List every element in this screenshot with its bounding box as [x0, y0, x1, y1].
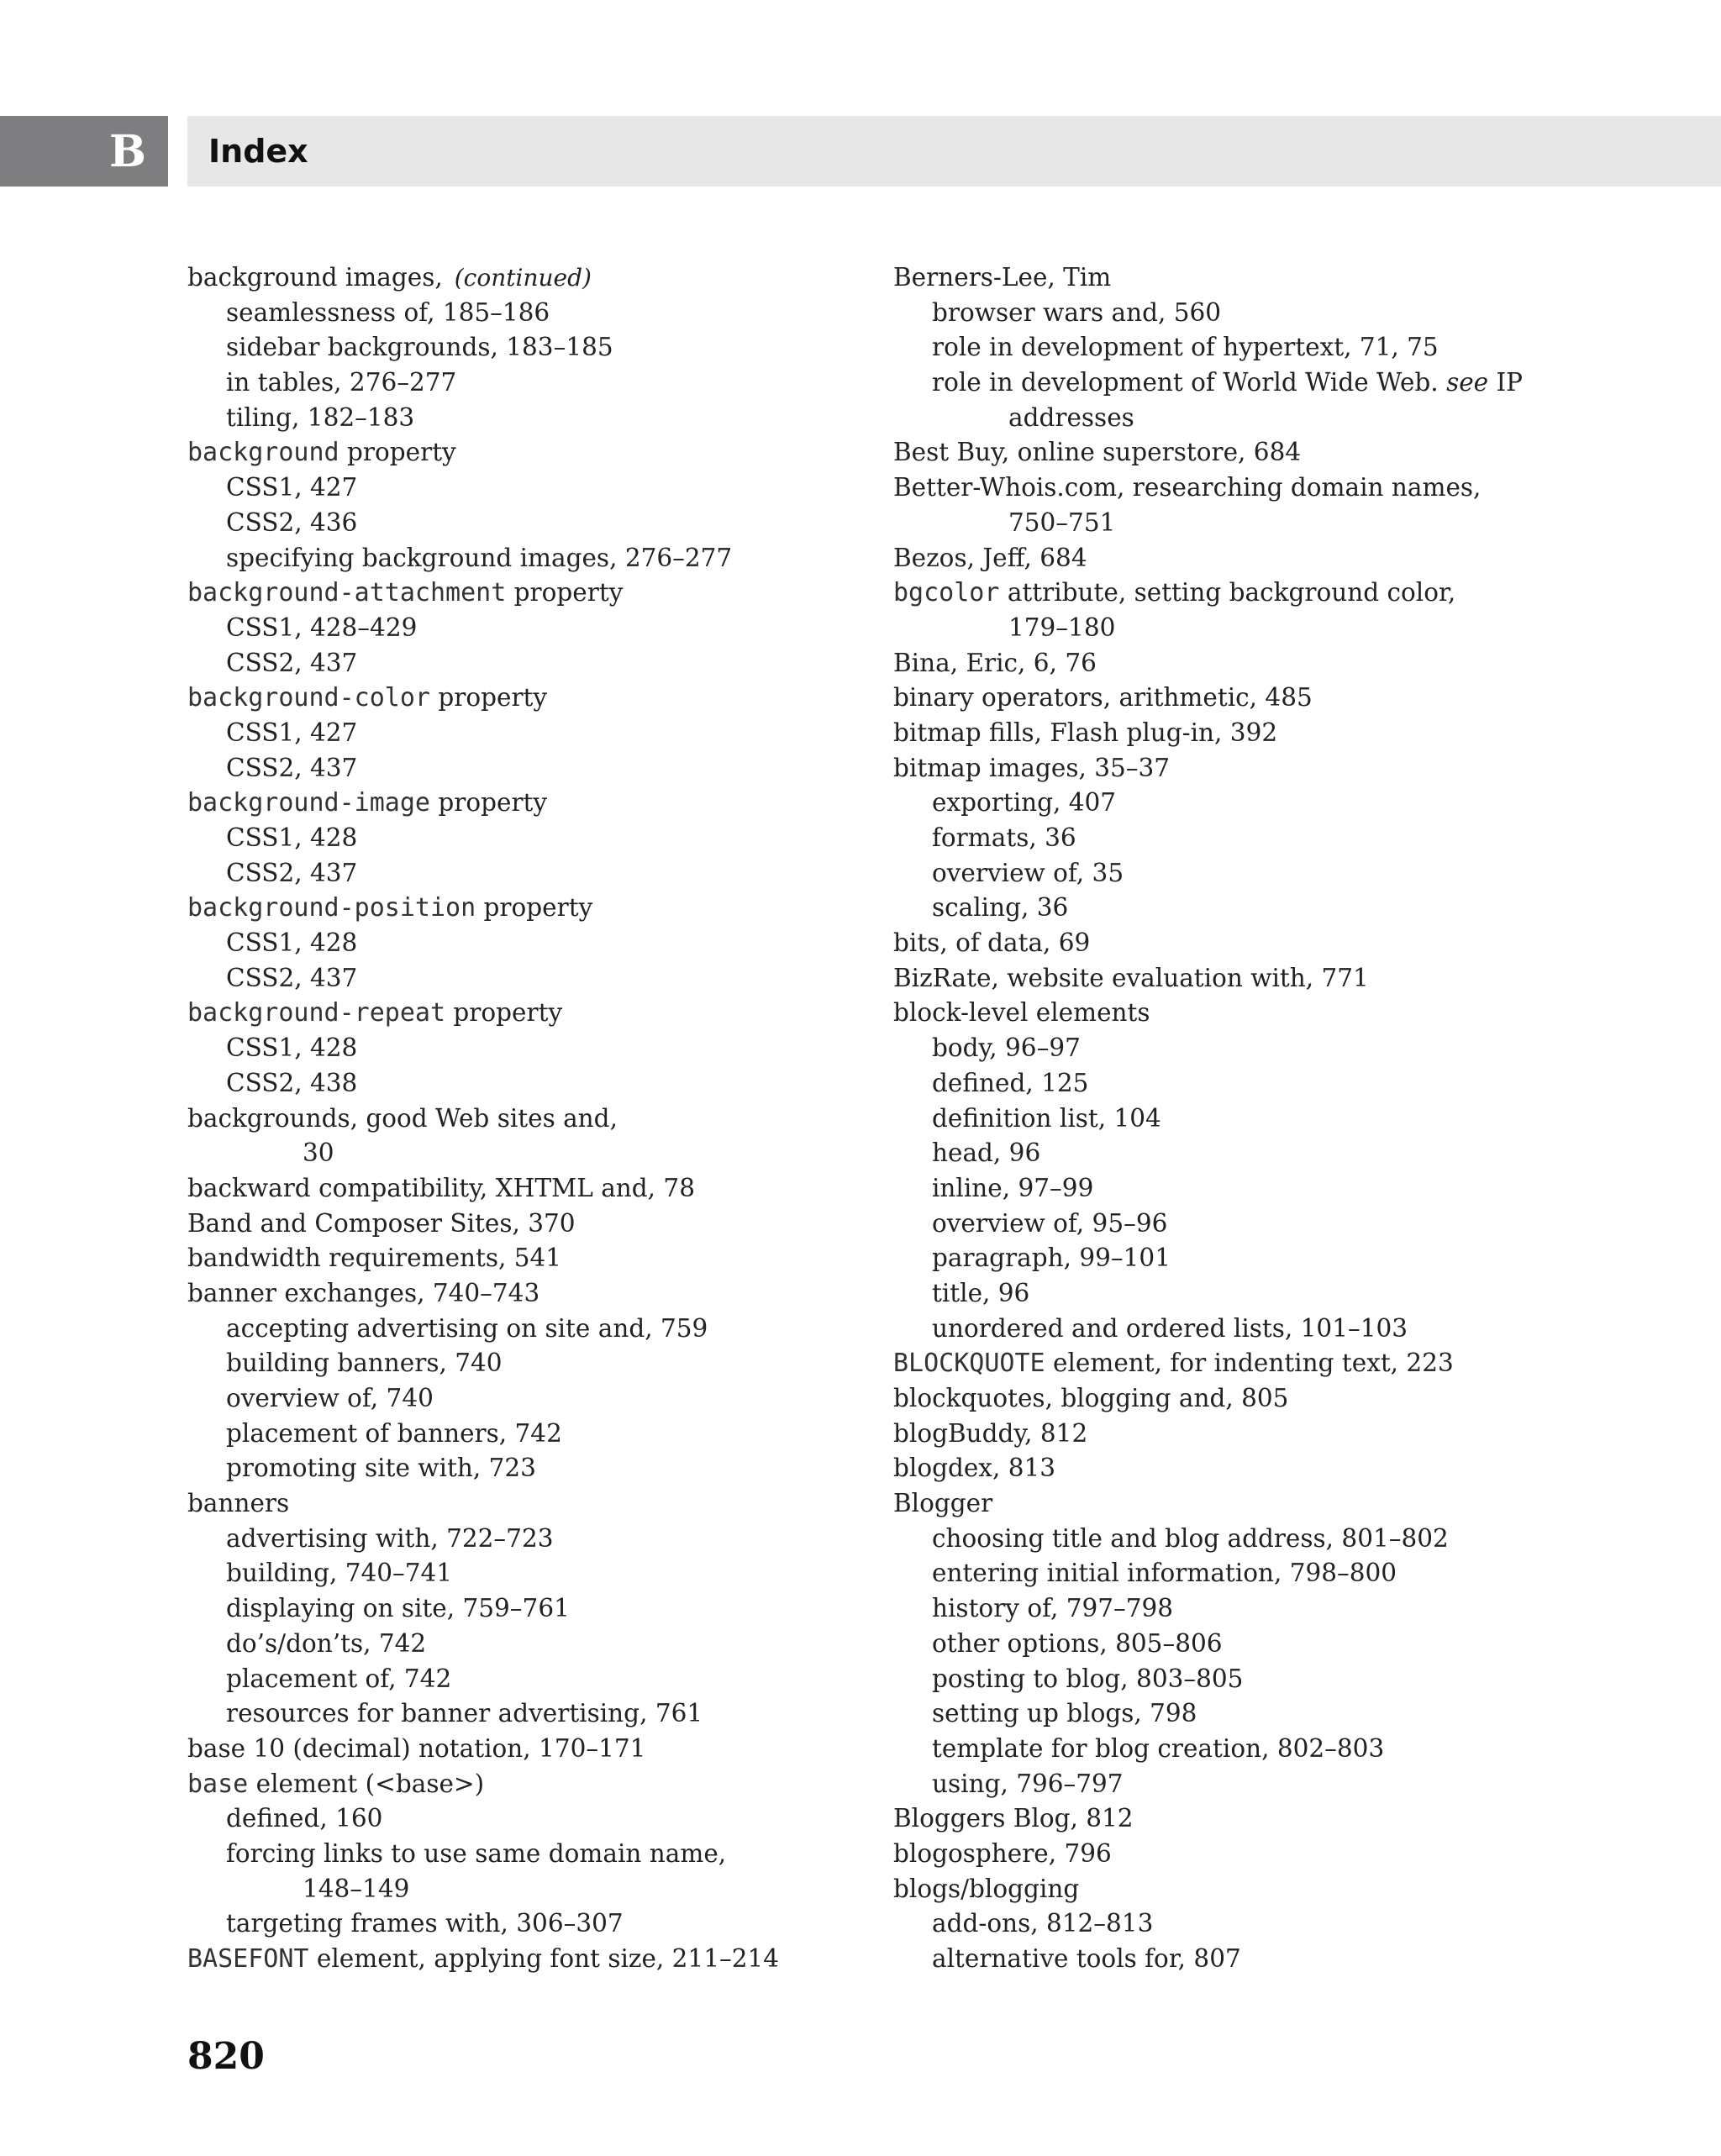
index-subentry	[187, 926, 868, 961]
index-entry-text: CSS2, 437	[226, 648, 358, 677]
index-entry-text: blogdex, 813	[893, 1454, 1056, 1483]
index-subentry	[187, 1662, 868, 1697]
index-subentry	[187, 541, 868, 576]
index-subentry	[893, 891, 1700, 926]
index-entry-text: banners	[187, 1489, 290, 1518]
chapter-tab	[0, 116, 168, 187]
index-entry-text: CSS1, 428	[226, 823, 358, 852]
index-subentry	[187, 821, 868, 856]
index-subentry	[187, 716, 868, 751]
index-subentry	[187, 1906, 868, 1942]
index-subentry	[893, 1276, 1700, 1312]
index-entry	[187, 1486, 868, 1522]
index-entry	[893, 260, 1700, 296]
index-entry-text: promoting site with, 723	[226, 1454, 536, 1483]
index-entry-text: defined, 125	[932, 1068, 1089, 1097]
index-entry-text: Bina, Eric, 6, 76	[893, 648, 1097, 677]
index-entry-text: scaling, 36	[932, 893, 1069, 923]
index-subentry	[893, 506, 1700, 541]
index-entry-code-term: BLOCKQUOTE	[893, 1349, 1045, 1379]
index-entry-code-term: BASEFONT	[187, 1944, 309, 1974]
index-entry-text: paragraph, 99–101	[932, 1244, 1171, 1273]
index-subentry	[893, 786, 1700, 821]
index-column-right	[893, 260, 1700, 1977]
index-entry-text: placement of, 742	[226, 1664, 452, 1693]
index-entry-text: posting to blog, 803–805	[932, 1664, 1244, 1693]
index-entry	[187, 1102, 868, 1137]
index-subentry	[893, 1732, 1700, 1767]
index-entry-text: CSS1, 427	[226, 473, 358, 502]
index-entry-text: exporting, 407	[932, 788, 1117, 818]
index-entry-text: displaying on site, 759–761	[226, 1594, 570, 1623]
index-entry	[893, 751, 1700, 786]
index-entry-text: CSS1, 428–429	[226, 613, 418, 642]
index-subentry	[187, 961, 868, 996]
index-entry-code-term: background-image	[187, 788, 430, 818]
index-entry	[187, 435, 868, 471]
index-entry-text: Bezos, Jeff, 684	[893, 543, 1087, 572]
index-subentry	[893, 1241, 1700, 1276]
index-entry	[187, 1207, 868, 1242]
index-subentry	[893, 611, 1700, 646]
index-entry-text: 750–751	[1008, 507, 1116, 537]
index-subentry	[187, 1312, 868, 1347]
index-entry-text: role in development of World Wide Web.	[932, 368, 1447, 397]
index-entry-text: tiling, 182–183	[226, 402, 415, 432]
index-subentry	[187, 1696, 868, 1732]
index-entry-text: defined, 160	[226, 1804, 383, 1833]
index-entry-text: choosing title and blog address, 801–802	[932, 1523, 1449, 1553]
index-entry-text: placement of banners, 742	[226, 1418, 562, 1448]
index-entry-text: history of, 797–798	[932, 1594, 1174, 1623]
index-subentry	[893, 1102, 1700, 1137]
index-entry-text: property	[429, 788, 548, 818]
index-entry-text: seamlessness of, 185–186	[226, 297, 550, 327]
index-entry-text: accepting advertising on site and, 759	[226, 1313, 708, 1343]
index-entry-text: Band and Composer Sites, 370	[187, 1208, 576, 1238]
index-subentry	[893, 1627, 1700, 1662]
index-subentry	[187, 856, 868, 891]
index-entry	[187, 891, 868, 926]
index-entry-code-term: background-repeat	[187, 998, 446, 1028]
index-entry-text: Bloggers Blog, 812	[893, 1804, 1134, 1833]
index-entry-text: Blogger	[893, 1489, 993, 1518]
index-entry-text: element (<base>)	[248, 1769, 485, 1798]
index-entry	[893, 926, 1700, 961]
index-entry-code-term: base	[187, 1769, 249, 1799]
index-entry-text: overview of, 740	[226, 1384, 434, 1412]
index-entry-text: Berners-Lee, Tim	[893, 263, 1112, 292]
index-entry-text: bits, of data, 69	[893, 928, 1091, 958]
index-subentry	[187, 1381, 868, 1417]
index-entry-code-term: background-attachment	[187, 578, 507, 608]
index-entry-text: addresses	[1008, 402, 1134, 432]
index-entry-text: CSS2, 438	[226, 1068, 358, 1097]
index-entry	[893, 471, 1700, 506]
index-entry-text: template for blog creation, 802–803	[932, 1733, 1385, 1763]
index-subentry	[893, 1662, 1700, 1697]
index-entry-text: forcing links to use same domain name,	[226, 1838, 727, 1868]
index-entry-text: overview of, 35	[932, 858, 1124, 887]
index-subentry	[893, 1556, 1700, 1591]
index-entry-text: binary operators, arithmetic, 485	[893, 683, 1313, 713]
index-entry-text: do’s/don’ts, 742	[226, 1628, 427, 1658]
index-entry-code-term: background-position	[187, 893, 476, 923]
index-entry-text: element, for indenting text, 223	[1045, 1349, 1454, 1378]
index-entry-text: entering initial information, 798–800	[932, 1559, 1397, 1588]
index-column-left	[187, 260, 868, 1977]
index-subentry	[187, 1837, 868, 1872]
index-subentry	[893, 1066, 1700, 1102]
index-subentry	[187, 471, 868, 506]
index-entry-text: building banners, 740	[226, 1349, 503, 1378]
index-entry-text: bitmap fills, Flash plug-in, 392	[893, 718, 1278, 747]
index-subentry	[893, 1696, 1700, 1732]
index-entry	[893, 996, 1700, 1031]
index-subentry	[893, 330, 1700, 365]
index-subentry	[893, 1522, 1700, 1557]
index-subentry	[893, 1171, 1700, 1207]
index-entry	[893, 716, 1700, 751]
index-entry-code-term: bgcolor	[893, 578, 1000, 608]
index-entry	[893, 1381, 1700, 1417]
index-entry-text: definition list, 104	[932, 1103, 1161, 1133]
index-subentry	[187, 1066, 868, 1102]
index-entry-text: Better-Whois.com, researching domain names,	[893, 473, 1482, 502]
index-entry	[893, 1486, 1700, 1522]
index-subentry	[187, 1591, 868, 1627]
index-entry-text: blogosphere, 796	[893, 1838, 1112, 1868]
page-title: Index	[208, 133, 308, 170]
index-entry-text-after: IP	[1488, 368, 1524, 397]
index-entry-code-term: background-color	[187, 683, 430, 713]
index-entry-text: CSS1, 428	[226, 1033, 358, 1063]
index-subentry	[187, 1136, 868, 1171]
index-entry-text: bandwidth requirements, 541	[187, 1244, 562, 1273]
continued-label: (continued)	[454, 264, 592, 292]
index-entry-text: BizRate, website evaluation with, 771	[893, 963, 1369, 992]
index-subentry	[187, 1346, 868, 1381]
index-entry	[187, 260, 868, 296]
index-entry	[187, 786, 868, 821]
index-subentry	[893, 1031, 1700, 1066]
index-subentry	[187, 1556, 868, 1591]
index-entry	[893, 576, 1700, 611]
index-entry	[187, 1171, 868, 1207]
index-entry-text: property	[506, 578, 624, 607]
index-entry-text: using, 796–797	[932, 1769, 1124, 1798]
index-entry-text: blockquotes, blogging and, 805	[893, 1384, 1289, 1412]
index-entry	[893, 435, 1700, 471]
index-subentry	[187, 296, 868, 331]
index-subentry	[893, 1942, 1700, 1977]
index-entry-text: specifying background images, 276–277	[226, 543, 733, 572]
index-entry-text: 148–149	[303, 1874, 410, 1903]
index-subentry	[187, 365, 868, 401]
index-subentry	[187, 401, 868, 436]
index-entry-text: setting up blogs, 798	[932, 1699, 1197, 1728]
index-entry-text: property	[339, 438, 456, 467]
index-subentry	[187, 1801, 868, 1837]
index-entry-text: inline, 97–99	[932, 1173, 1094, 1202]
index-entry-text: block-level elements	[893, 998, 1150, 1028]
index-subentry	[187, 330, 868, 365]
index-subentry	[187, 1417, 868, 1452]
index-entry-text: property	[476, 893, 593, 923]
index-entry-text: other options, 805–806	[932, 1628, 1223, 1658]
index-entry-text: unordered and ordered lists, 101–103	[932, 1313, 1408, 1343]
index-entry	[893, 681, 1700, 716]
index-subentry	[893, 1767, 1700, 1802]
index-entry-text: property	[429, 683, 548, 713]
index-subentry	[893, 1207, 1700, 1242]
index-entry-text: browser wars and, 560	[932, 297, 1222, 327]
index-subentry	[187, 611, 868, 646]
index-entry	[893, 961, 1700, 996]
index-entry-text: formats, 36	[932, 823, 1076, 852]
index-entry	[893, 1872, 1700, 1907]
index-entry-text: CSS2, 437	[226, 963, 358, 992]
index-entry-text: base 10 (decimal) notation, 170–171	[187, 1733, 646, 1763]
index-entry-text: element, applying font size, 211–214	[308, 1944, 780, 1973]
index-entry-text: CSS1, 428	[226, 928, 358, 958]
index-subentry	[187, 1031, 868, 1066]
index-entry-text: bitmap images, 35–37	[893, 753, 1171, 782]
index-entry-text: alternative tools for, 807	[932, 1944, 1241, 1973]
index-entry-see-reference: see	[1446, 368, 1489, 397]
index-entry-text: banner exchanges, 740–743	[187, 1278, 540, 1307]
index-subentry	[187, 646, 868, 681]
index-subentry	[187, 506, 868, 541]
index-subentry	[893, 1591, 1700, 1627]
running-header	[187, 116, 1721, 187]
index-entry-text: CSS2, 436	[226, 507, 358, 537]
index-entry-text: 30	[303, 1138, 334, 1168]
index-entry-text: blogBuddy, 812	[893, 1418, 1088, 1448]
index-entry-text: CSS1, 427	[226, 718, 358, 747]
index-subentry	[187, 1522, 868, 1557]
index-entry	[187, 1942, 868, 1977]
index-subentry	[893, 401, 1700, 436]
index-entry	[893, 541, 1700, 576]
index-subentry	[893, 1312, 1700, 1347]
index-entry-code-term: background	[187, 438, 339, 468]
index-entry	[187, 1767, 868, 1802]
index-entry-text: property	[445, 998, 563, 1028]
index-entry-text: backward compatibility, XHTML and, 78	[187, 1173, 695, 1202]
page-number: 820	[187, 2035, 265, 2078]
index-entry-text: blogs/blogging	[893, 1874, 1080, 1903]
index-entry-text: background images,	[187, 263, 443, 292]
index-entry-text: resources for banner advertising, 761	[226, 1699, 703, 1728]
index-entry-text: targeting frames with, 306–307	[226, 1909, 624, 1938]
index-entry-text: head, 96	[932, 1138, 1041, 1168]
index-entry-text: 179–180	[1008, 613, 1116, 642]
index-subentry	[187, 1627, 868, 1662]
index-subentry	[187, 751, 868, 786]
index-entry	[187, 996, 868, 1031]
index-entry	[187, 576, 868, 611]
index-entry-text: attribute, setting background color,	[999, 578, 1456, 607]
index-entry	[187, 1732, 868, 1767]
chapter-tab-letter: B	[109, 125, 146, 177]
index-subentry	[893, 821, 1700, 856]
index-subentry	[893, 296, 1700, 331]
index-entry	[187, 1241, 868, 1276]
index-entry-text: overview of, 95–96	[932, 1208, 1168, 1238]
index-subentry	[187, 1451, 868, 1486]
index-subentry	[893, 365, 1700, 401]
index-entry-text: title, 96	[932, 1278, 1030, 1307]
index-subentry	[893, 856, 1700, 891]
index-entry-text: advertising with, 722–723	[226, 1523, 554, 1553]
index-entry	[893, 1417, 1700, 1452]
index-entry	[893, 646, 1700, 681]
index-entry	[893, 1801, 1700, 1837]
index-subentry	[893, 1136, 1700, 1171]
index-subentry	[893, 1906, 1700, 1942]
index-entry-text: in tables, 276–277	[226, 368, 457, 397]
index-entry	[187, 681, 868, 716]
index-entry	[893, 1451, 1700, 1486]
index-entry-text: body, 96–97	[932, 1033, 1081, 1063]
index-entry-text: Best Buy, online superstore, 684	[893, 438, 1302, 467]
index-entry-text: add-ons, 812–813	[932, 1909, 1154, 1938]
index-entry	[893, 1346, 1700, 1381]
index-subentry	[187, 1872, 868, 1907]
index-entry-text: role in development of hypertext, 71, 75	[932, 333, 1439, 362]
index-entry-text: sidebar backgrounds, 183–185	[226, 333, 613, 362]
index-entry-text: backgrounds, good Web sites and,	[187, 1103, 618, 1133]
index-entry-text: building, 740–741	[226, 1559, 453, 1588]
index-entry	[893, 1837, 1700, 1872]
index-entry	[187, 1276, 868, 1312]
index-entry-text: CSS2, 437	[226, 753, 358, 782]
index-entry-text: CSS2, 437	[226, 858, 358, 887]
